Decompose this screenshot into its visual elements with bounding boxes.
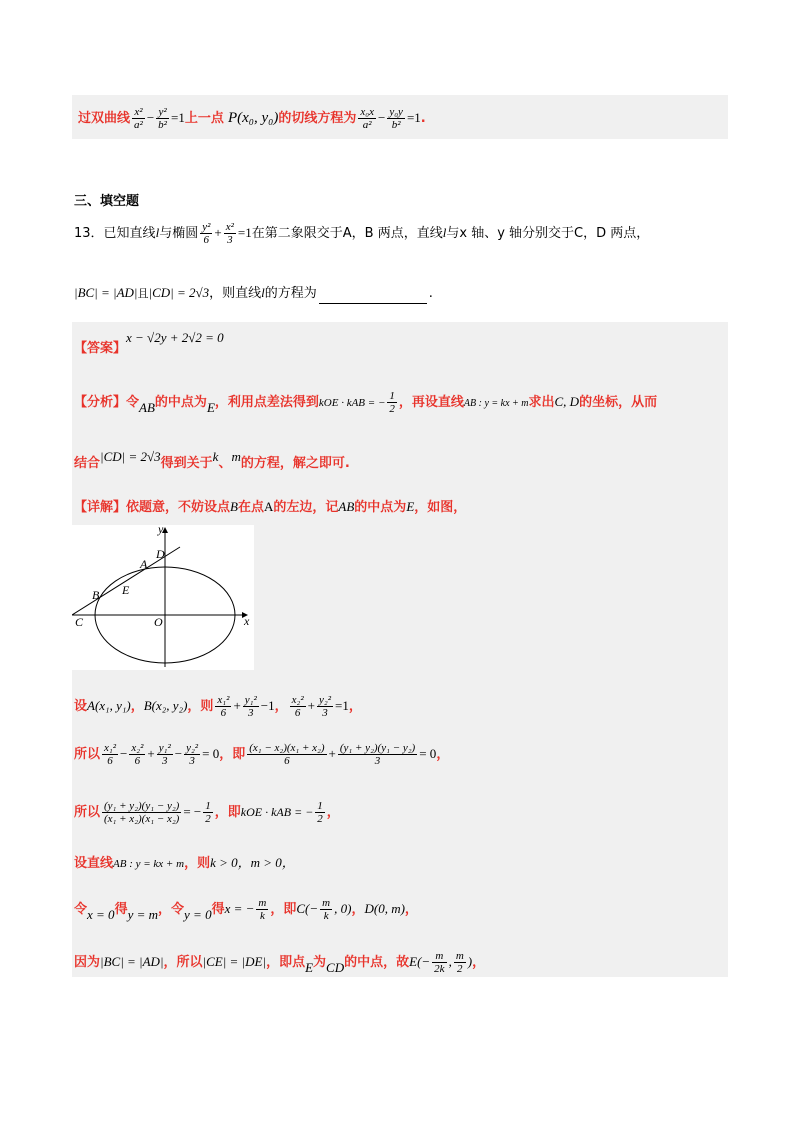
s-text: 的中点，故 [344, 955, 410, 970]
num: y₂² [186, 742, 199, 754]
pt-e-coord: ) [467, 954, 473, 969]
seg-ab: AB [139, 400, 155, 415]
s-text: ，令 [158, 902, 185, 917]
s-text: ，即点 [266, 955, 306, 970]
d-text: 的中点为 [354, 500, 407, 515]
frac [132, 106, 145, 131]
s-text: ， [130, 699, 144, 714]
pt-d: D(0, m) [364, 901, 405, 916]
pt-b: B(x₂, y₂) [143, 698, 188, 713]
s-text: ，即 [270, 902, 297, 917]
num: 1 [317, 800, 323, 812]
num: x² [132, 106, 145, 119]
answer-line [74, 330, 224, 359]
num: y₀y [389, 106, 403, 118]
seg-cd: CD [326, 960, 345, 975]
s-text: ， [472, 955, 486, 970]
var-m: m [231, 449, 241, 464]
figure [72, 525, 254, 670]
detail-line [74, 497, 466, 518]
d-text: 的左边，记 [273, 500, 339, 515]
var-l: l [261, 285, 265, 300]
rhs: = 0 [419, 746, 437, 761]
den: (x₁ + x₂)(x₁ − x₂) [104, 813, 180, 825]
label-a: A [140, 557, 148, 571]
note-text: 的切线方程为 [278, 111, 357, 126]
pt-b: B [230, 499, 238, 514]
den: 3 [227, 234, 233, 246]
y-zero: y = 0 [184, 907, 212, 922]
line-eq: AB : y = kx + m [463, 398, 529, 409]
s-text: ， [404, 902, 418, 917]
s-text: 为 [313, 955, 327, 970]
pt-c: C(− [296, 901, 319, 916]
num: y² [156, 106, 169, 119]
num: x₂² [291, 694, 304, 706]
pt-a: A [264, 499, 274, 514]
detail-label: 【详解】 [74, 500, 127, 515]
frac [156, 106, 169, 131]
num: x₁² [104, 742, 117, 754]
frac [247, 742, 326, 767]
num: m [432, 950, 446, 963]
num: m [322, 897, 331, 909]
den: 3 [248, 707, 254, 719]
a-text: 、 [218, 456, 232, 471]
den: 3 [322, 707, 328, 719]
answer-label: 【答案】 [74, 341, 127, 356]
condition-1: |BC| = |AD| [74, 285, 138, 300]
eq-2: |CE| = |DE| [202, 954, 267, 969]
rhs: =1 [335, 698, 349, 713]
den: 3 [161, 755, 168, 767]
frac [358, 106, 376, 131]
a-text: 的坐标，从而 [579, 395, 658, 410]
section-title: 三、填空题 [74, 194, 140, 209]
a-text: ，利用点差法得到 [214, 395, 319, 410]
seg-ab: AB [338, 499, 355, 514]
num: y₁² [158, 742, 171, 754]
x-zero: x = 0 [87, 907, 115, 922]
q-text: ，则直线 [209, 286, 262, 301]
step-1: 设A(x₁, y₁)，B(x₂, y₂)，则 $\frac{\text{x₁²}}{6}$ + $\frac{\text{y₁²}}{3}$ −1， $\frac{\text{x₂²}}{6}$ + $\frac{\text{y₂²}}{3}$ =1， [74, 694, 362, 719]
den: k [259, 910, 265, 922]
d-text: 在点 [237, 500, 264, 515]
s-text: ，即 [214, 805, 241, 820]
den: 3 [374, 755, 381, 767]
den: k [323, 910, 329, 922]
frac [317, 694, 333, 719]
question-line-1: 13．已知直线l与椭圆 $\frac{\text{y²}}{6}$ + $\frac{\text{x²}}{3}$ =1在第二象限交于A，B 两点，直线l与x 轴、y 轴分别交于C，D 两点， [74, 221, 650, 246]
rhs: = 0 [202, 746, 220, 761]
a-text: 的方程，解之即可. [240, 456, 350, 471]
s-text: ， [351, 902, 365, 917]
step-3 [74, 800, 340, 825]
tangent-note: 过双曲线 $\frac{\text{x²}}{\text{a²}}$ − $\frac{\text{y²}}{\text{b²}}$ =1上一点 P(x₀, y₀)的切线方程为 $\frac{\text{x₀x}}{\text{a²}}$ − $\frac{\text{y₀y}}{\text{b²}}$ =1. [78, 106, 426, 131]
q-text: 且 [137, 287, 149, 300]
a-text: ，再设直线 [398, 395, 464, 410]
frac [320, 897, 332, 922]
eq-rhs: =1 [406, 110, 421, 125]
s-text: ，则 [184, 856, 211, 871]
den: b² [158, 119, 167, 131]
s-text: 所以 [74, 805, 101, 820]
frac [243, 694, 259, 719]
num: m [455, 950, 464, 962]
q-text: A，B 两点，直线 [342, 226, 443, 241]
s-text: ，则 [187, 699, 214, 714]
q-text: 在第二象限交于 [251, 226, 343, 241]
q-text: x 轴、y 轴分别交于 [459, 226, 575, 241]
s-text: 因为 [74, 955, 101, 970]
label-d: D [156, 547, 165, 561]
den: 2 [317, 813, 323, 825]
den: 6 [220, 707, 227, 719]
step-6 [74, 950, 485, 975]
a-text: 求出 [528, 395, 555, 410]
frac [102, 800, 181, 825]
q-text: . [428, 286, 433, 301]
s-text: ，即 [219, 747, 246, 762]
den: 6 [284, 755, 290, 767]
s-text: 令 [74, 902, 88, 917]
label-c: C [75, 615, 84, 629]
rhs: −1 [260, 698, 275, 713]
note-text: 上一点 [184, 111, 224, 126]
pt-e-coord: , [448, 954, 452, 969]
s-text: ，所以 [163, 955, 203, 970]
num: x² [225, 221, 234, 233]
pt-e: E [206, 400, 215, 415]
den: a² [134, 119, 143, 131]
frac [432, 950, 446, 975]
frac [454, 950, 466, 975]
pt-c: , 0) [334, 901, 352, 916]
label-o: O [154, 615, 163, 629]
label-x: x [244, 614, 250, 628]
pt-e-coord: E(− [409, 954, 431, 969]
a-text: 得到关于 [160, 456, 213, 471]
den: 6 [134, 755, 141, 767]
den: 2k [434, 963, 445, 975]
q-text: 与 [446, 226, 460, 241]
s-text: 设直线 [74, 856, 114, 871]
num: (y₁ + y₂)(y₁ − y₂) [339, 742, 416, 754]
point-p: P(x₀, y₀) [227, 110, 279, 126]
cd-cond: |CD| = 2√3 [100, 449, 161, 464]
analysis-line-1 [74, 390, 657, 415]
step-4 [74, 853, 295, 874]
frac [315, 800, 325, 825]
num: 1 [389, 390, 395, 402]
d-text: ，如图， [414, 500, 467, 515]
answer-blank [319, 289, 427, 304]
condition-2: |CD| = 2√3 [148, 285, 210, 300]
frac [157, 742, 173, 767]
y-m: y = m [127, 907, 159, 922]
rhs: = − [183, 804, 202, 819]
den: 2 [389, 403, 395, 415]
step-2: 所以 $\frac{\text{x₁²}}{6}$ − $\frac{\text{x₂²}}{6}$ + $\frac{\text{y₁²}}{3}$ − $\frac{\text{y₂²}}{3}$ = 0，即 $\frac{\text{(x₁ − x₂)(x₁ + x₂)}}{6}$ + $\frac{\text{(y₁ + y₂)(y₁ − y₂)}}{3}$ = 0， [74, 742, 450, 767]
num: 1 [205, 800, 211, 812]
num: (x₁ − x₂)(x₁ + x₂) [249, 742, 325, 754]
eq-rhs: =1 [237, 225, 252, 240]
frac [215, 694, 231, 719]
pt-a: A(x₁, y₁) [87, 698, 131, 713]
label-e: E [122, 583, 130, 597]
q-text: C，D 两点， [574, 226, 650, 241]
q-text: 与椭圆 [159, 226, 199, 241]
s-text: 所以 [74, 747, 101, 762]
den: 2 [457, 963, 463, 975]
num: y₁² [244, 694, 257, 706]
frac [200, 221, 212, 246]
num: x₁² [217, 694, 230, 706]
frac [184, 742, 200, 767]
s-text: 得 [114, 902, 128, 917]
note-text: 过双曲线 [78, 111, 131, 126]
frac [256, 897, 268, 922]
pt-e: E [406, 499, 415, 514]
num: (y₁ + y₂)(y₁ − y₂) [104, 800, 180, 812]
var-k: k [212, 449, 219, 464]
den: 6 [107, 755, 113, 767]
q-text: 的方程为 [264, 286, 317, 301]
eq-rhs: =1 [170, 110, 185, 125]
frac [387, 390, 397, 415]
den: 3 [189, 755, 195, 767]
label-b: B [92, 588, 100, 602]
ellipse-figure [72, 525, 254, 670]
note-text: . [420, 111, 426, 126]
pts-cd: C, D [554, 394, 580, 409]
line-eq: AB : y = kx + m [113, 858, 185, 870]
analysis-label: 【分析】 [74, 395, 127, 410]
num: y² [202, 221, 211, 233]
frac [290, 694, 306, 719]
label-y: y [158, 525, 164, 536]
s-text: ， [274, 699, 288, 714]
question-line-2 [74, 283, 433, 304]
eq-1: |BC| = |AD| [100, 954, 164, 969]
num: y₂² [319, 694, 332, 706]
answer-formula: x − √2y + 2√2 = 0 [126, 330, 224, 345]
s-text: ， [326, 805, 340, 820]
frac [102, 742, 118, 767]
k-expr: kOE · kAB = − [240, 805, 314, 819]
den: a² [362, 119, 372, 131]
frac [129, 742, 145, 767]
num: m [258, 897, 267, 909]
question-number: 13． [74, 226, 104, 241]
d-text: 依题意，不妨设点 [126, 500, 231, 515]
var-l: l [442, 225, 447, 240]
a-text: 令 [126, 395, 140, 410]
frac [203, 800, 213, 825]
analysis-line-2 [74, 449, 350, 474]
step-5 [74, 897, 418, 922]
num: x₂² [131, 742, 144, 754]
s-text: ， [436, 747, 450, 762]
den: 2 [205, 813, 211, 825]
den: b² [391, 119, 401, 131]
num: x₀x [360, 106, 374, 118]
s-text: 设 [74, 699, 88, 714]
s-text: 得 [211, 902, 225, 917]
q-text: 已知直线 [103, 226, 156, 241]
a-text: 结合 [74, 456, 101, 471]
conditions: k > 0，m > 0， [210, 855, 295, 870]
den: 6 [294, 707, 301, 719]
pt-e: E [305, 960, 314, 975]
s-text: ， [348, 699, 362, 714]
frac [224, 221, 236, 246]
x-eq: x = − [224, 901, 255, 916]
frac [338, 742, 417, 767]
k-expr: kOE · kAB = − [318, 397, 386, 409]
a-text: 的中点为 [154, 395, 207, 410]
den: 6 [203, 234, 210, 246]
var-l: l [155, 225, 160, 240]
frac [387, 106, 405, 131]
